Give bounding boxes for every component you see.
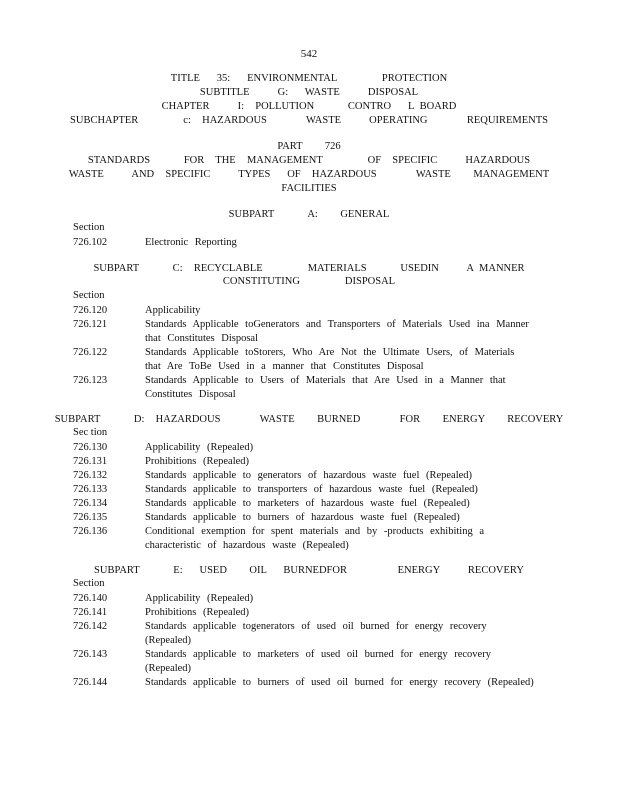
section-title: Standards applicable togenerators of used oil burned for energy recovery (Repealed) xyxy=(145,621,487,646)
section-title: Standards applicable to burners of used oil burned for energy recovery (Repealed) xyxy=(145,677,534,688)
section-title: Standards Applicable toGenerators and Transporters of Materials Used ina Manner that Constitutes Disposal xyxy=(145,319,529,344)
page-number: 542 xyxy=(300,48,318,60)
part-title-line-1: STANDARDS FOR THE MANAGEMENT OF SPECIFIC HAZARDOUS xyxy=(87,155,531,166)
part-title-line-2: WASTE AND SPECIFIC TYPES OF HAZARDOUS WASTE MANAGEMENT xyxy=(68,169,550,180)
section-number: 726.123 xyxy=(73,375,108,386)
section-title: Applicability (Repealed) xyxy=(145,593,254,604)
subpart-c-heading-line-2: CONSTITUTING DISPOSAL xyxy=(222,276,396,287)
section-title: Standards Applicable toStorers, Who Are Not the Ultimate Users, of Materials that Are ToBe Used in a manner that Constitutes Disposal xyxy=(145,347,515,372)
section-number: 726.136 xyxy=(73,526,108,537)
section-title: Conditional exemption for spent materials and by -products exhibiting a characteristic of hazardous waste (Repealed) xyxy=(145,526,484,551)
subchapter-line: SUBCHAPTER c: HAZARDOUS WASTE OPERATING REQUIREMENTS xyxy=(70,115,548,126)
section-number: 726.102 xyxy=(73,237,108,248)
subtitle-line: SUBTITLE G: WASTE DISPOSAL xyxy=(199,87,419,98)
section-number: 726.144 xyxy=(73,677,108,688)
section-title: Standards applicable to generators of hazardous waste fuel (Repealed) xyxy=(145,470,473,481)
part-number: PART 726 xyxy=(277,141,341,152)
section-number: 726.121 xyxy=(73,319,108,330)
section-title: Standards Applicable to Users of Materials that Are Used in a Manner that Constitutes Disposal xyxy=(145,375,506,400)
section-label: Section xyxy=(73,290,105,301)
section-title: Prohibitions (Repealed) xyxy=(145,607,250,618)
section-number: 726.140 xyxy=(73,593,108,604)
section-label: Section xyxy=(73,578,105,589)
section-label: Sec tion xyxy=(73,427,108,438)
section-number: 726.135 xyxy=(73,512,108,523)
section-number: 726.142 xyxy=(73,621,108,632)
section-number: 726.122 xyxy=(73,347,108,358)
part-title-line-3: FACILITIES xyxy=(281,183,337,194)
subpart-e-heading: SUBPART E: USED OIL BURNEDFOR ENERGY RECOVERY xyxy=(94,565,524,576)
section-number: 726.143 xyxy=(73,649,108,660)
section-number: 726.131 xyxy=(73,456,108,467)
section-number: 726.120 xyxy=(73,305,108,316)
section-number: 726.133 xyxy=(73,484,108,495)
section-number: 726.132 xyxy=(73,470,108,481)
subpart-a-heading: SUBPART A: GENERAL xyxy=(228,209,390,220)
section-title: Applicability (Repealed) xyxy=(145,442,254,453)
subpart-c-heading-line-1: SUBPART C: RECYCLABLE MATERIALS USEDIN A MANNER xyxy=(93,263,525,274)
section-title: Standards applicable to marketers of hazardous waste fuel (Repealed) xyxy=(145,498,470,509)
chapter-line: CHAPTER I: POLLUTION CONTRO L BOARD xyxy=(161,101,457,112)
section-number: 726.134 xyxy=(73,498,108,509)
section-label: Section xyxy=(73,222,105,233)
subpart-d-heading: SUBPART D: HAZARDOUS WASTE BURNED FOR ENERGY RECOVERY xyxy=(54,414,564,425)
section-title: Electronic Reporting xyxy=(145,237,237,248)
section-title: Applicability xyxy=(145,305,201,316)
section-number: 726.130 xyxy=(73,442,108,453)
section-title: Standards applicable to transporters of hazardous waste fuel (Repealed) xyxy=(145,484,478,495)
section-title: Prohibitions (Repealed) xyxy=(145,456,250,467)
section-title: Standards applicable to burners of hazardous waste fuel (Repealed) xyxy=(145,512,460,523)
section-title: Standards applicable to marketers of used oil burned for energy recovery (Repealed) xyxy=(145,649,491,674)
section-number: 726.141 xyxy=(73,607,108,618)
title-line: TITLE 35: ENVIRONMENTAL PROTECTION xyxy=(170,73,448,84)
